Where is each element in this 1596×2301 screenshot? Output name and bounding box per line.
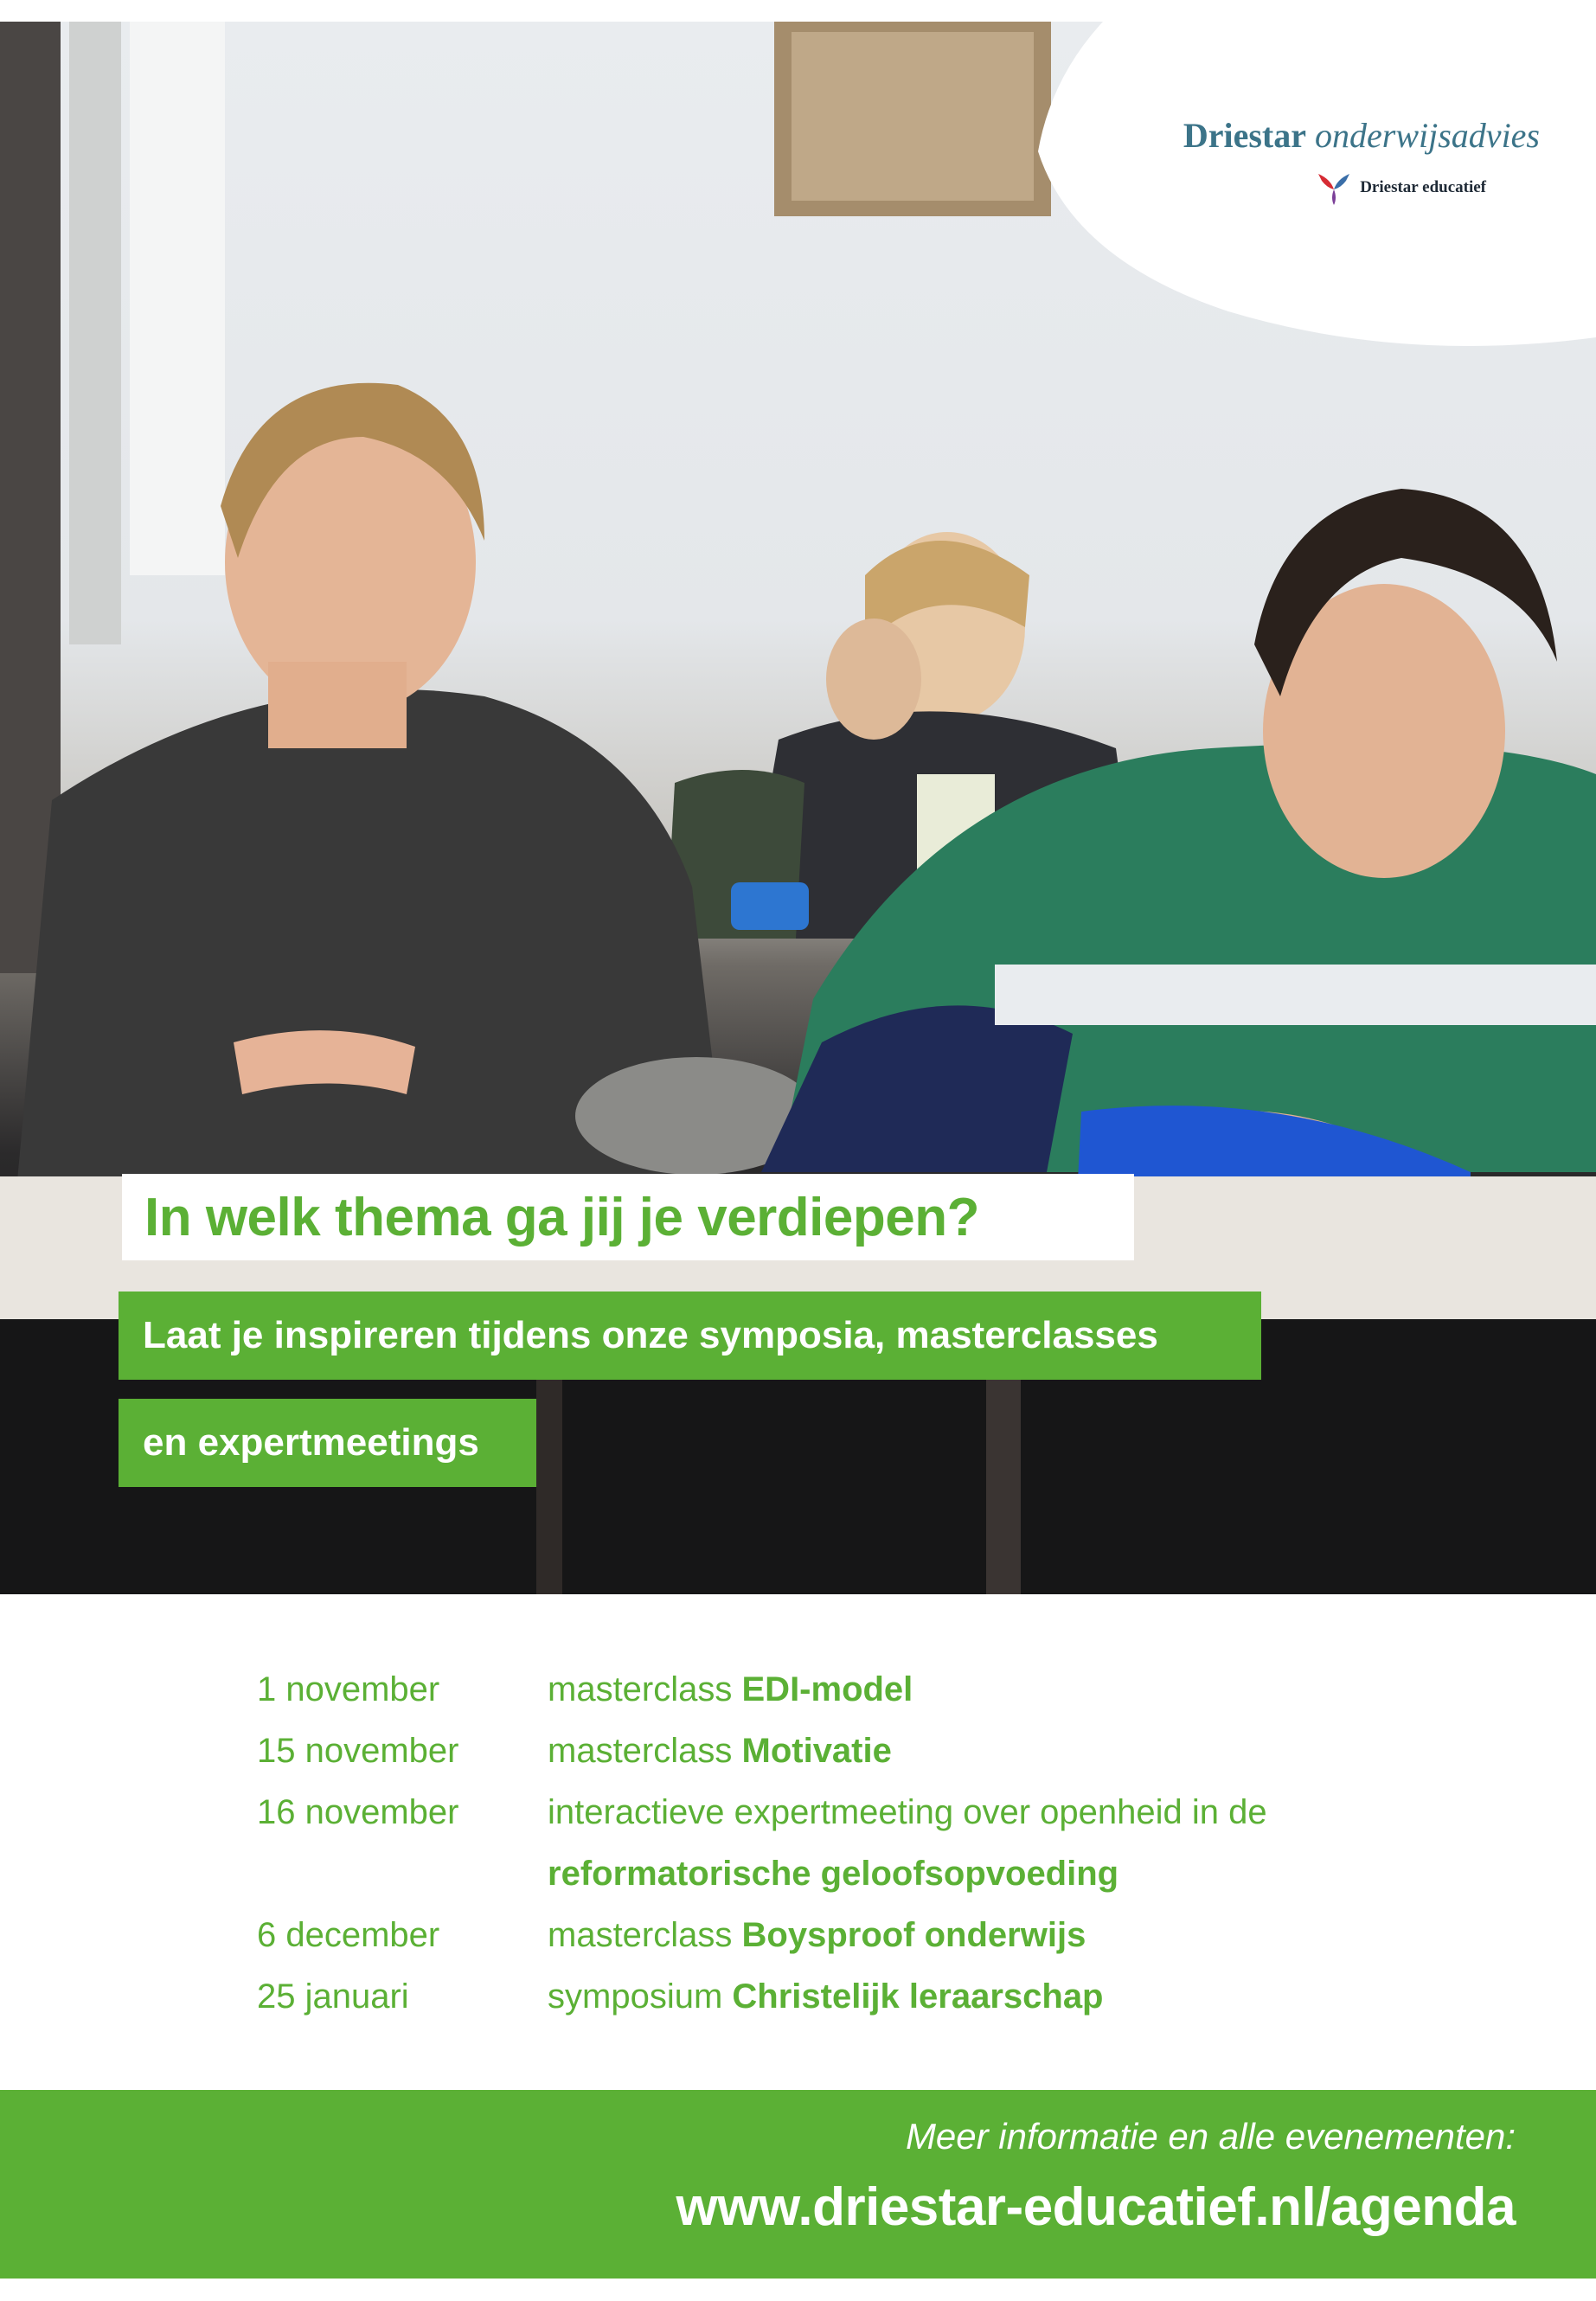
subline-bar-1 bbox=[119, 1292, 1261, 1380]
event-date: 25 januari bbox=[257, 1977, 409, 2016]
logo bbox=[1029, 108, 1566, 212]
logo-sub-text: Driestar educatief bbox=[1360, 178, 1486, 196]
logo-title bbox=[1183, 115, 1540, 156]
event-desc bbox=[548, 1670, 913, 1709]
agenda-link[interactable]: www.driestar-educatief.nl/agenda bbox=[676, 2177, 1516, 2237]
event-title: EDI-model bbox=[741, 1670, 913, 1708]
headline: In welk thema ga jij je verdiepen? bbox=[144, 1187, 979, 1247]
event-row bbox=[257, 1782, 1381, 1843]
event-type: masterclass bbox=[548, 1670, 742, 1708]
event-date: 6 december bbox=[257, 1916, 440, 1954]
event-title: Boysproof onderwijs bbox=[741, 1916, 1086, 1954]
event-date: 1 november bbox=[257, 1670, 440, 1708]
event-type: symposium bbox=[548, 1977, 733, 2016]
event-desc bbox=[548, 1855, 1118, 1894]
more-info-text: Meer informatie en alle evenementen: bbox=[905, 2116, 1516, 2157]
logo-sub bbox=[1315, 169, 1486, 207]
event-desc bbox=[548, 1732, 892, 1771]
event-row bbox=[257, 1905, 1381, 1966]
event-type: masterclass bbox=[548, 1732, 742, 1770]
driestar-star-icon bbox=[1315, 169, 1353, 207]
event-title: Christelijk leraarschap bbox=[732, 1977, 1104, 2016]
event-date: 16 november bbox=[257, 1793, 459, 1831]
event-desc bbox=[548, 1916, 1086, 1955]
event-desc bbox=[548, 1793, 1267, 1832]
event-type: interactieve expertmeeting over openheid in de bbox=[548, 1793, 1267, 1831]
event-title: reformatorische geloofsopvoeding bbox=[548, 1855, 1119, 1893]
event-title: Motivatie bbox=[741, 1732, 892, 1770]
event-row bbox=[257, 1721, 1381, 1782]
event-row bbox=[257, 1659, 1381, 1721]
event-list bbox=[257, 1659, 1381, 2028]
logo-title-italic: onderwijsadvies bbox=[1315, 116, 1540, 155]
subline-2: en expertmeetings bbox=[143, 1421, 479, 1464]
event-desc bbox=[548, 1977, 1104, 2016]
headline-box bbox=[122, 1174, 1134, 1260]
event-row bbox=[257, 1843, 1381, 1905]
event-type: masterclass bbox=[548, 1916, 742, 1954]
footer-band bbox=[0, 2090, 1596, 2279]
event-date: 15 november bbox=[257, 1732, 459, 1770]
event-row bbox=[257, 1966, 1381, 2028]
logo-title-plain: Driestar bbox=[1183, 116, 1307, 155]
subline-bar-2 bbox=[119, 1399, 536, 1487]
subline-1: Laat je inspireren tijdens onze symposia, masterclasses bbox=[143, 1314, 1158, 1356]
